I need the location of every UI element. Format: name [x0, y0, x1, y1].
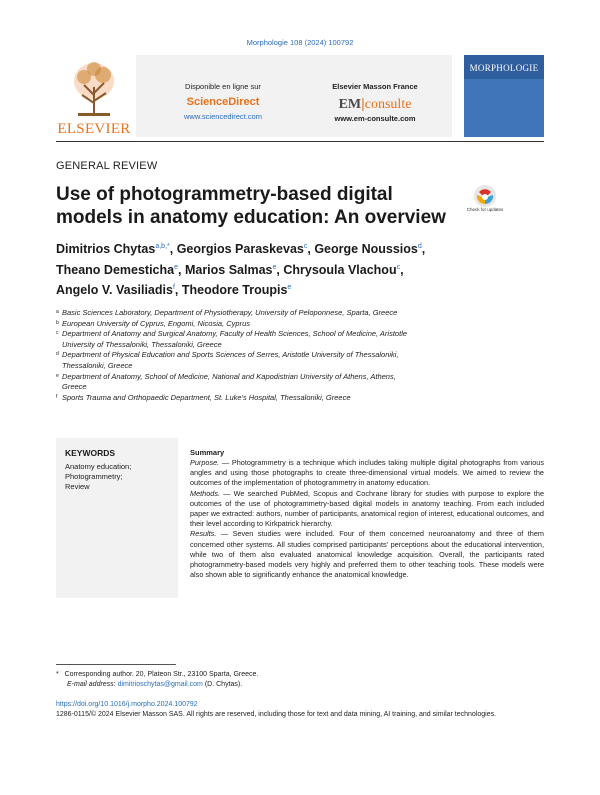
author[interactable]: Angelo V. Vasiliadis$^f$,: [56, 283, 182, 297]
author[interactable]: Chrysoula Vlachou$^c$,: [283, 262, 404, 277]
sciencedirect-logo[interactable]: ScienceDirect: [186, 96, 260, 108]
keyword: Anatomy education;: [65, 462, 132, 471]
journal-cover-title: MORPHOLOGIE: [469, 63, 539, 73]
em-logo-divider: |: [361, 95, 365, 111]
author[interactable]: George Noussios$^d$,: [314, 242, 426, 256]
header-divider: [56, 141, 544, 142]
affiliation: c Department of Anatomy and Surgical Anatomy, Faculty of Health Sciences, School of Medicine, Aristotle University of Thessaloniki, Thessaloniki, Greece: [56, 329, 408, 349]
summary-body: [190, 458, 544, 580]
affiliation: a Basic Sciences Laboratory, Department of Physiotherapy, University of Peloponnese, Sparta, Greece: [56, 308, 398, 317]
author[interactable]: Georgios Paraskevas$^c$,: [176, 242, 315, 256]
email-note: E-mail address: dimitrioschytas@gmail.com (D. Chytas).: [67, 681, 243, 688]
keyword: Photogrammetry;: [65, 472, 123, 481]
sciencedirect-link[interactable]: www.sciencedirect.com: [184, 112, 262, 121]
affiliation: d Department of Physical Education and Sports Sciences of Serres, Aristotle University of Thessaloniki, Thessaloniki, Greece: [56, 350, 399, 370]
em-consulte-logo[interactable]: [300, 95, 450, 113]
check-for-updates-label: Check for updates: [466, 207, 504, 212]
doi-link[interactable]: https://doi.org/10.1016/j.morpho.2024.100792: [56, 701, 198, 708]
affiliation: e Department of Anatomy, School of Medicine, National and Kapodistrian University of Athens, Athens, Greece: [56, 371, 396, 392]
journal-citation[interactable]: Morphologie 108 (2024) 100792: [246, 38, 354, 47]
journal-header: [56, 55, 544, 137]
author[interactable]: Theodore Troupis$^e$: [181, 283, 292, 297]
elsevier-logo: [56, 57, 132, 137]
affiliation-list: [56, 308, 516, 403]
copyright-notice: 1286-0115/© 2024 Elsevier Masson SAS. All rights are reserved, including those for text and data mining, AI training, and similar technologies.: [56, 711, 497, 718]
summary-purpose: Purpose. — Photogrammetry is a technique which includes taking multiple digital photographs from various angles and using those photographs to create three-dimensional virtual models. We aimed to review the outcomes of the implementation of photogrammetry in anatomy education.: [190, 458, 544, 488]
author-list: [56, 238, 536, 300]
corresponding-author-note: * Corresponding author. 20, Plateon Str., 23100 Sparta, Greece.: [56, 671, 259, 678]
article-title-line2: models in anatomy education: An overview: [56, 207, 446, 228]
affiliation: b European University of Cyprus, Engomi, Nicosia, Cyprus: [56, 318, 250, 328]
affiliation: f Sports Trauma and Orthopaedic Department, St. Luke's Hospital, Thessaloniki, Greece: [56, 392, 351, 402]
article-title-line1: Use of photogrammetry-based digital: [56, 184, 393, 205]
author-email-link[interactable]: dimitrioschytas@gmail.com: [117, 681, 203, 688]
available-online-text: Disponible en ligne sur: [185, 82, 261, 91]
article-section-label: GENERAL REVIEW: [56, 160, 158, 172]
journal-cover-band: [464, 79, 544, 137]
article-title: [56, 183, 456, 229]
em-consulte-link[interactable]: www.em-consulte.com: [334, 114, 416, 123]
elsevier-tree-icon: [70, 59, 118, 117]
keywords-heading: KEYWORDS: [65, 448, 116, 458]
author[interactable]: Dimitrios Chytas$^{a,b,*}$,: [56, 242, 177, 256]
em-publisher-name: Elsevier Masson France: [332, 82, 418, 91]
journal-cover[interactable]: [464, 55, 544, 137]
author[interactable]: Marios Salmas$^e$,: [184, 262, 284, 277]
elsevier-wordmark: ELSEVIER: [57, 121, 131, 137]
footnote-divider: [56, 664, 176, 665]
summary-methods: Methods. — We searched PubMed, Scopus and Cochrane library for studies with purpose to explore the outcomes of the use of photogrammetry-based digital models in anatomy teaching. From each included paper we extracted: authors, number of participants, anatomical region of interest, educational outcomes, and their level according to Kirkpatrick hierarchy.: [190, 488, 544, 529]
em-logo-em: EM: [338, 97, 362, 112]
author[interactable]: Theano Demesticha$^e$,: [56, 262, 185, 277]
em-logo-consulte: consulte: [364, 97, 412, 112]
summary-results: Results. — Seven studies were included. Four of them concerned neuroanatomy and three of them concerned other systems. All studies comprised participants' perceptions about the educational intervention, while two of them also evaluated anatomical knowledge acquisition. Overall, the participants rated photogrammetry-based models very highly and preferred them to other teaching tools. These models were also shown able to significantly enhance the anatomical knowledge.: [190, 529, 544, 580]
keyword: Review: [65, 482, 90, 491]
summary-heading: Summary: [190, 448, 225, 457]
